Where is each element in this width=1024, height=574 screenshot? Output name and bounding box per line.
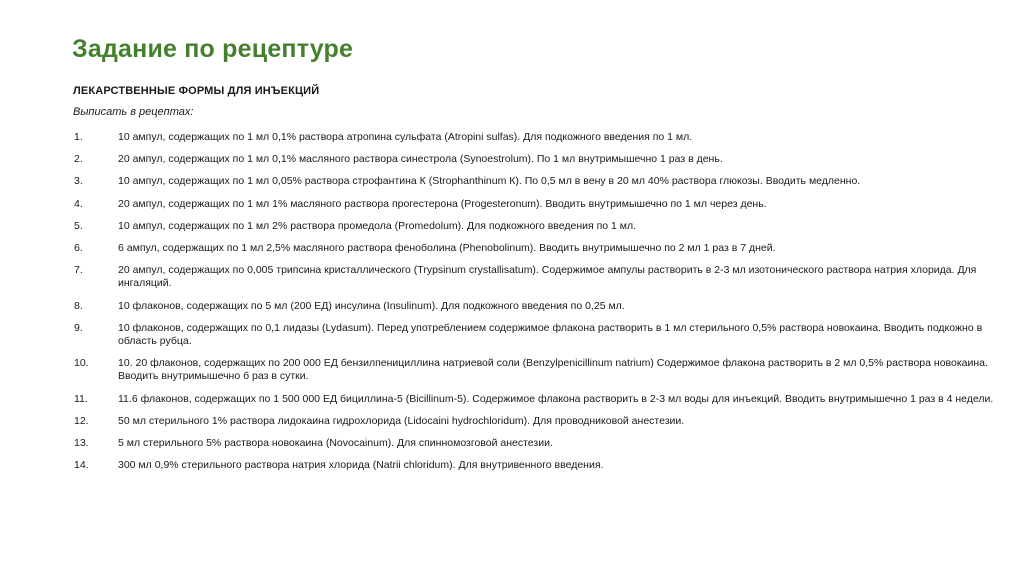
- list-item-text: 300 мл 0,9% стерильного раствора натрия хлорида (Natrii chloridum). Для внутривенного введения.: [118, 459, 604, 472]
- list-item-text: 20 ампул, содержащих по 0,005 трипсина кристаллического (Trypsinum crystallisatum). Содержимое ампулы растворить в 2-3 мл изотонического раствора натрия хлорида. Для ингаляций.: [118, 264, 977, 290]
- list-item-text: 10. 20 флаконов, содержащих по 200 000 ЕД бензилпенициллина натриевой соли (Benzylpenicillinum natrium) Содержимое флакона растворить в 2 мл 0,5% раствора новокаина. Вводить внутримышечно б раз в сутки.: [118, 357, 988, 383]
- list-item-text: 10 флаконов, содержащих по 0,1 лидазы (Lydasum). Перед употреблением содержимое флакона растворить в 1 мл стерильного 0,5% раствора новокаина. Вводить подкожно в область рубца.: [118, 321, 983, 348]
- list-item-text: 50 мл стерильного 1% раствора лидокаина гидрохлорида (Lidocaini hydrochloridum). Для проводниковой анестезии.: [118, 414, 685, 427]
- page-title: Задание по рецептуре: [72, 35, 354, 63]
- list-item: [0, 415, 1024, 428]
- list-item: [0, 437, 1024, 450]
- list-item-number: 1.: [74, 131, 83, 143]
- list-item: [0, 459, 1024, 472]
- list-item-number: 4.: [74, 197, 83, 210]
- list-item-number: 11.: [74, 392, 88, 405]
- list-item-number: 8.: [74, 299, 83, 312]
- list-item-number: 12.: [74, 414, 89, 427]
- list-item: [0, 300, 1024, 313]
- list-item-text: 6 ампул, содержащих по 1 мл 2,5% масляного раствора феноболина (Phenobolinum). Вводить внутримышечно по 2 мл 1 раз в 7 дней.: [118, 242, 776, 255]
- list-item-number: 6.: [74, 242, 83, 255]
- prescription-list: [0, 131, 1024, 481]
- list-item-text: 10 ампул, содержащих по 1 мл 0,1% раствора атропина сульфата (Atropini sulfas). Для подкожного введения по 1 мл.: [118, 131, 693, 143]
- list-item: [0, 393, 1024, 406]
- list-item-text: 11.6 флаконов, содержащих по 1 500 000 ЕД бициллина-5 (Bicillinum-5). Содержимое флакона растворить в 2-3 мл воды для инъекций. Вводить внутримышечно 1 раз в 4 недели.: [118, 392, 994, 405]
- list-item: [0, 322, 1024, 348]
- list-item-number: 2.: [74, 153, 83, 166]
- list-item: [0, 242, 1024, 255]
- list-item: [0, 175, 1024, 188]
- list-item-text: 10 ампул, содержащих по 1 мл 2% раствора промедола (Promedolum). Для подкожного введения по 1 мл.: [118, 219, 637, 232]
- list-item-text: 10 флаконов, содержащих по 5 мл (200 ЕД) инсулина (Insulinum). Для подкожного введения по 0,25 мл.: [118, 299, 625, 312]
- list-item-number: 14.: [74, 459, 89, 472]
- list-item: [0, 264, 1024, 290]
- list-item-number: 13.: [74, 437, 89, 450]
- list-item-number: 7.: [74, 264, 83, 277]
- list-item-number: 9.: [74, 321, 83, 334]
- list-item: [0, 153, 1024, 166]
- list-item-number: 10.: [74, 357, 89, 370]
- list-item-number: 5.: [74, 219, 83, 232]
- list-item: [0, 220, 1024, 233]
- instruction-line: Выписать в рецептах:: [73, 106, 194, 118]
- list-item: [0, 131, 1024, 144]
- list-item: [0, 198, 1024, 211]
- list-item-number: 3.: [74, 175, 83, 188]
- list-item-text: 20 ампул, содержащих по 1 мл 0,1% масляного раствора синестрола (Synoestrolum). По 1 мл внутримышечно 1 раз в день.: [118, 153, 723, 166]
- list-item-text: 10 ампул, содержащих по 1 мл 0,05% раствора строфантина К (Strophanthinum К). По 0,5 мл в вену в 20 мл 40% раствора глюкозы. Вводить медленно.: [118, 175, 861, 188]
- document-subtitle: ЛЕКАРСТВЕННЫЕ ФОРМЫ ДЛЯ ИНЪЕКЦИЙ: [73, 85, 320, 97]
- list-item-text: 20 ампул, содержащих по 1 мл 1% масляного раствора прогестерона (Progesteronum). Вводить внутримышечно по 1 мл через день.: [118, 197, 767, 210]
- list-item: [0, 357, 1024, 383]
- list-item-text: 5 мл стерильного 5% раствора новокаина (Novocainum). Для спинномозговой анестезии.: [118, 437, 553, 450]
